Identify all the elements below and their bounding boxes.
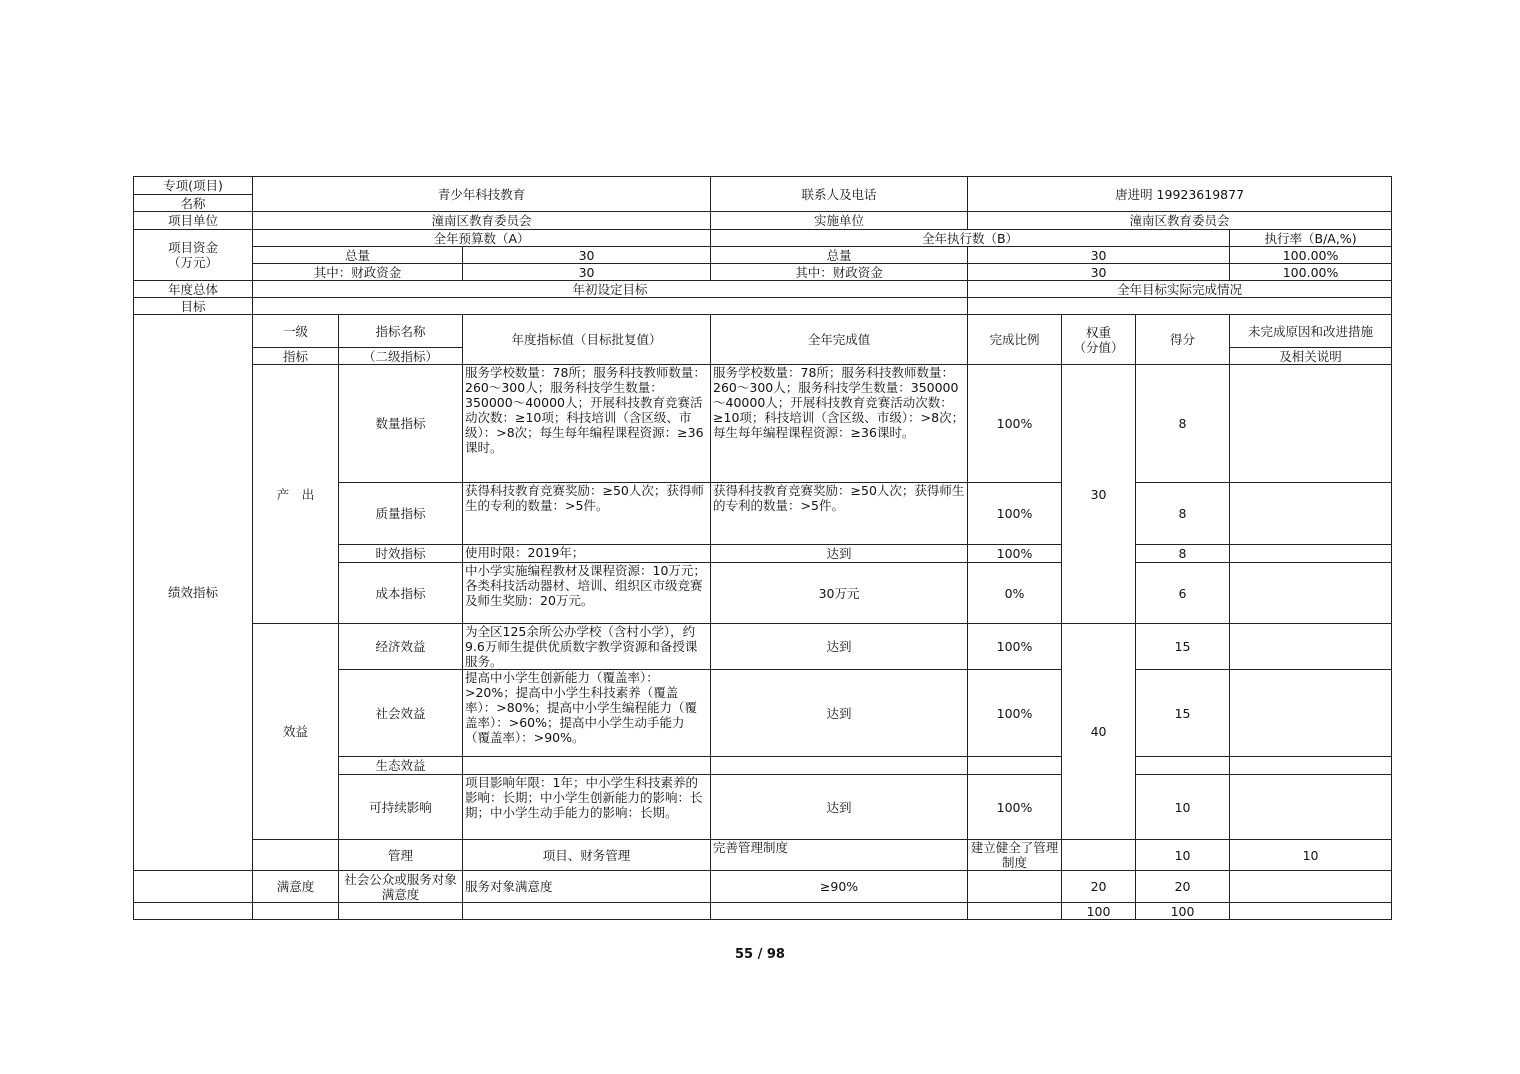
budget-header: 全年预算数（A）: [253, 230, 711, 247]
blank-cell: [463, 903, 711, 920]
row-name: 质量指标: [339, 483, 463, 545]
col-reason-b: 及相关说明: [1230, 348, 1392, 365]
row-reason: [1230, 563, 1392, 624]
col-score: 得分: [1136, 315, 1230, 365]
group-benefit-weight: 40: [1062, 624, 1136, 840]
performance-table: [133, 176, 1392, 920]
mgmt-score: 10: [1230, 840, 1392, 871]
row-done: 达到: [711, 545, 968, 563]
total-exec: 30: [968, 247, 1230, 264]
row-done: [711, 757, 968, 775]
blank-cell: [968, 903, 1062, 920]
row-reason: [1230, 545, 1392, 563]
row-score: 8: [1136, 545, 1230, 563]
row-target: 服务学校数量：78所；服务科技教师数量：260～300人；服务科技学生数量：350000～40000人；开展科技教育竞赛活动次数：≥10项；科技培训（含区级、市级）：>8次；每生每年编程课程资源：≥36课时。: [463, 365, 711, 483]
goals-label-2: 目标: [134, 298, 253, 315]
satisfaction-reason: [1230, 871, 1392, 903]
contact-value: 唐进明 19923619877: [968, 177, 1392, 212]
col-name-b: （二级指标）: [339, 348, 463, 365]
row-score: 15: [1136, 624, 1230, 670]
row-target: 提高中小学生创新能力（覆盖率）：>20%；提高中小学生科技素养（覆盖率）：>80%；提高中小学生编程能力（覆盖率）：>60%；提高中小学生动手能力（覆盖率）：>90%。: [463, 670, 711, 757]
row-reason: [1230, 757, 1392, 775]
row-done: 达到: [711, 624, 968, 670]
mgmt-target: 完善管理制度: [711, 840, 968, 871]
fiscal-label: 其中：财政资金: [253, 264, 463, 281]
group-output-weight: 30: [1062, 365, 1136, 624]
row-name: 成本指标: [339, 563, 463, 624]
row-reason: [1230, 670, 1392, 757]
total-budget: 30: [463, 247, 711, 264]
col-target: 年度指标值（目标批复值）: [463, 315, 711, 365]
row-score: 8: [1136, 365, 1230, 483]
row-ratio: 100%: [968, 624, 1062, 670]
row-target: 中小学实施编程教材及课程资源：10万元；各类科技活动器材、培训、组织区市级竞赛及师生奖励：20万元。: [463, 563, 711, 624]
page-number: 55 / 98: [735, 947, 785, 962]
unit-label: 项目单位: [134, 212, 253, 230]
row-target: 为全区125余所公办学校（含村小学），约9.6万师生提供优质数字教学资源和备授课服务。: [463, 624, 711, 670]
mgmt-weight: 10: [1136, 840, 1230, 871]
total-rate: 100.00%: [1230, 247, 1392, 264]
fiscal-rate: 100.00%: [1230, 264, 1392, 281]
initial-goal-header: 年初设定目标: [253, 281, 968, 298]
total-label-b: 总量: [711, 247, 968, 264]
mgmt-name: 项目、财务管理: [463, 840, 711, 871]
mgmt-done: 建立健全了管理制度: [968, 840, 1062, 871]
funds-label-line2: （万元）: [167, 255, 218, 270]
satisfaction-score: 20: [1136, 871, 1230, 903]
row-target: 使用时限：2019年；: [463, 545, 711, 563]
fiscal-budget: 30: [463, 264, 711, 281]
project-name-label-2: 名称: [134, 195, 253, 212]
row-name: 时效指标: [339, 545, 463, 563]
group-benefit: 效益: [253, 624, 339, 840]
total-label: 总量: [253, 247, 463, 264]
row-score: 10: [1136, 775, 1230, 840]
blank-cell: [711, 903, 968, 920]
row-target: 获得科技教育竞赛奖励：≥50人次；获得师生的专利的数量：>5件。: [463, 483, 711, 545]
impl-value: 潼南区教育委员会: [968, 212, 1392, 230]
row-name: 社会效益: [339, 670, 463, 757]
row-ratio: 0%: [968, 563, 1062, 624]
row-name: 数量指标: [339, 365, 463, 483]
funds-label-line1: 项目资金: [167, 240, 218, 255]
col-reason: 未完成原因和改进措施: [1230, 315, 1392, 348]
row-reason: [1230, 624, 1392, 670]
fiscal-label-b: 其中：财政资金: [711, 264, 968, 281]
col-weight-line2: （分值）: [1073, 339, 1124, 355]
row-target: 项目影响年限：1年；中小学生科技素养的影响：长期；中小学生创新能力的影响：长期；中小学生动手能力的影响：长期。: [463, 775, 711, 840]
blank-cell: [1230, 903, 1392, 920]
col-weight: [1062, 315, 1136, 365]
blank-cell: [253, 840, 339, 871]
row-name: 可持续影响: [339, 775, 463, 840]
row-score: 15: [1136, 670, 1230, 757]
satisfaction-level1: 满意度: [253, 871, 339, 903]
actual-goal-header: 全年目标实际完成情况: [968, 281, 1392, 298]
row-ratio: 100%: [968, 545, 1062, 563]
goals-label: 年度总体: [134, 281, 253, 298]
satisfaction-ratio: [968, 871, 1062, 903]
indicators-section-label: 绩效指标: [134, 315, 253, 871]
col-level1-b: 指标: [253, 348, 339, 365]
row-done: 30万元: [711, 563, 968, 624]
contact-label: 联系人及电话: [711, 177, 968, 212]
row-target: [463, 757, 711, 775]
actual-goal-value: [968, 298, 1392, 315]
col-weight-line1: 权重: [1086, 324, 1112, 340]
fiscal-exec: 30: [968, 264, 1230, 281]
row-done: 获得科技教育竞赛奖励：≥50人次；获得师生的专利的数量：>5件。: [711, 483, 968, 545]
blank-cell: [134, 871, 253, 903]
row-done: 达到: [711, 670, 968, 757]
blank-cell: [253, 903, 339, 920]
col-name: 指标名称: [339, 315, 463, 348]
satisfaction-weight: 20: [1062, 871, 1136, 903]
row-name: 生态效益: [339, 757, 463, 775]
row-ratio: [968, 757, 1062, 775]
row-name: 经济效益: [339, 624, 463, 670]
col-done: 全年完成值: [711, 315, 968, 365]
row-reason: [1230, 483, 1392, 545]
blank-cell: [339, 903, 463, 920]
row-ratio: 100%: [968, 775, 1062, 840]
row-done: 服务学校数量：78所；服务科技教师数量：260～300人；服务科技学生数量：350000～40000人；开展科技教育竞赛活动次数：≥10项；科技培训（含区级、市级）：>8次；每生每年编程课程资源：≥36课时。: [711, 365, 968, 483]
mgmt-level1: 管理: [339, 840, 463, 871]
satisfaction-done: ≥90%: [711, 871, 968, 903]
rate-header: 执行率（B/A,%): [1230, 230, 1392, 247]
initial-goal-value: [253, 298, 968, 315]
row-score: 8: [1136, 483, 1230, 545]
row-score: [1136, 757, 1230, 775]
total-score: 100: [1136, 903, 1230, 920]
total-weight: 100: [1062, 903, 1136, 920]
row-done: 达到: [711, 775, 968, 840]
mgmt-ratio: [1062, 840, 1136, 871]
satisfaction-name: 社会公众或服务对象满意度: [339, 871, 463, 903]
impl-label: 实施单位: [711, 212, 968, 230]
row-ratio: 100%: [968, 365, 1062, 483]
group-output: 产 出: [253, 365, 339, 624]
blank-cell: [134, 903, 253, 920]
exec-header: 全年执行数（B）: [711, 230, 1230, 247]
row-ratio: 100%: [968, 670, 1062, 757]
col-level1: 一级: [253, 315, 339, 348]
row-score: 6: [1136, 563, 1230, 624]
unit-value: 潼南区教育委员会: [253, 212, 711, 230]
row-ratio: 100%: [968, 483, 1062, 545]
satisfaction-target: 服务对象满意度: [463, 871, 711, 903]
row-reason: [1230, 365, 1392, 483]
funds-label: [134, 230, 253, 281]
col-ratio: 完成比例: [968, 315, 1062, 365]
project-name-label: 专项(项目): [134, 177, 253, 195]
project-name: 青少年科技教育: [253, 177, 711, 212]
row-reason: [1230, 775, 1392, 840]
